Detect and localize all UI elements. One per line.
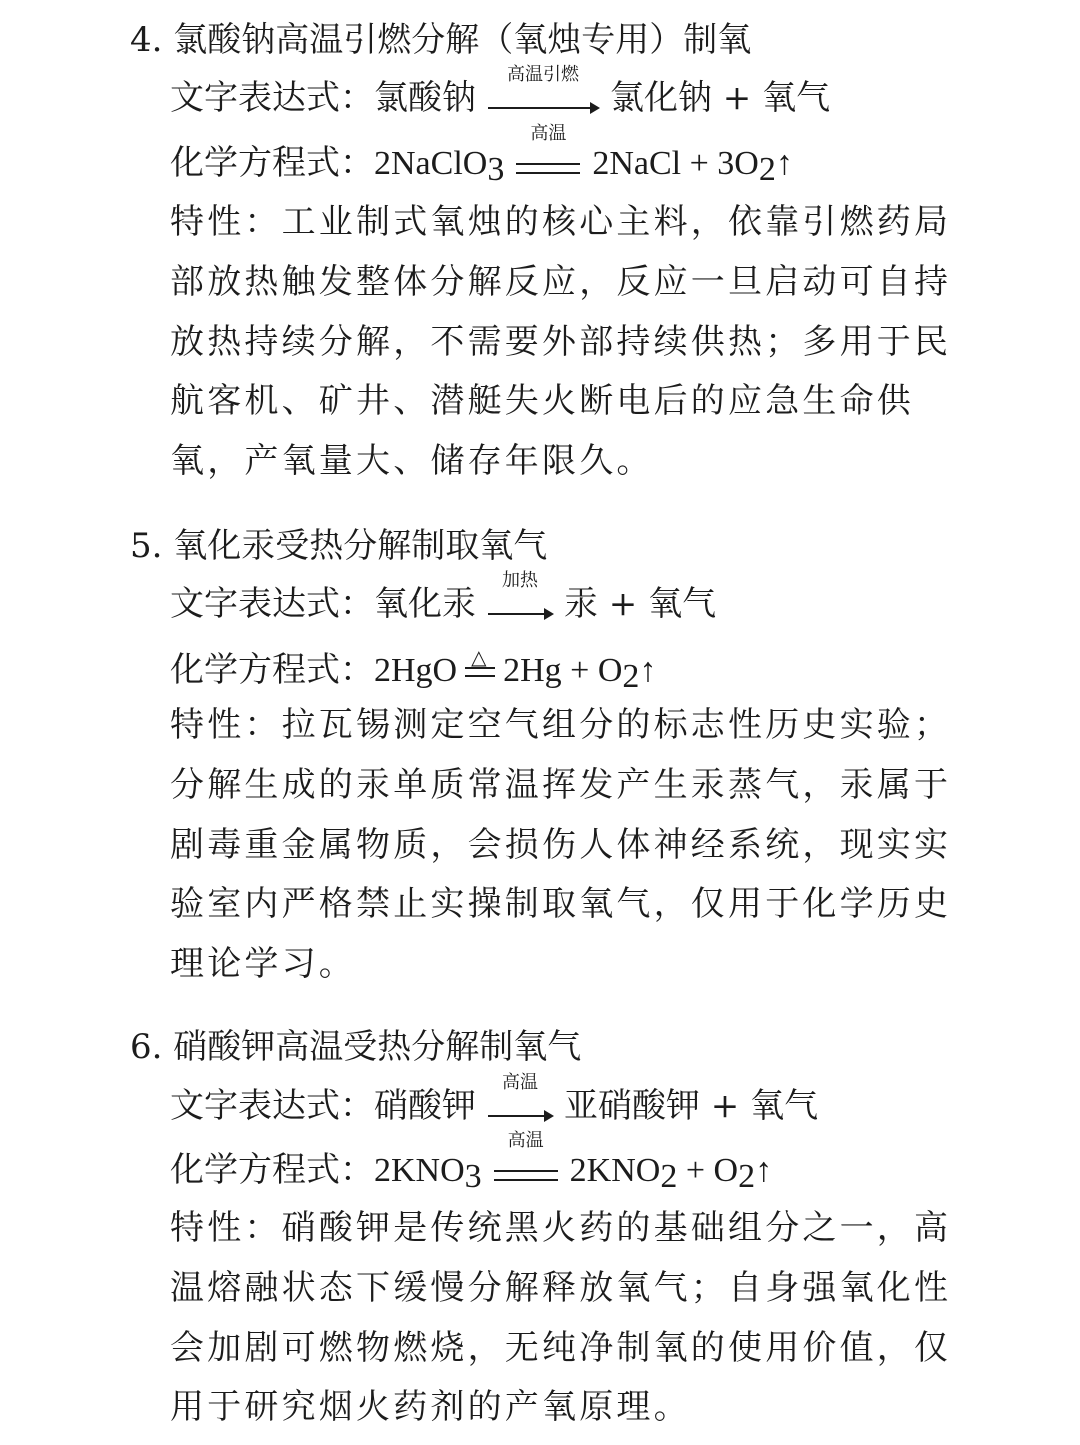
chem-equation-label: 化学方程式： xyxy=(170,143,374,183)
word-products: 亚硝酸钾 + 氧气 xyxy=(564,1086,819,1126)
heat-equals-sign xyxy=(465,647,495,681)
chem-reactant: 2KNO xyxy=(374,1152,465,1189)
chem-equation-label: 化学方程式： xyxy=(170,1150,374,1190)
word-equation-label: 文字表达式： xyxy=(170,1086,374,1126)
property-line: 部放热触发整体分解反应，反应一旦启动可自持 xyxy=(170,262,952,302)
property-line: 会加剧可燃物燃烧，无纯净制氧的使用价值，仅 xyxy=(170,1328,952,1368)
property-line: 特性：硝酸钾是传统黑火药的基础组分之一，高 xyxy=(170,1208,952,1248)
chemical-equation xyxy=(170,645,657,695)
section-heading: 4. 氯酸钠高温引燃分解（氧烛专用）制氧 xyxy=(130,20,752,60)
chem-subscript: 3 xyxy=(487,151,505,188)
chem-subscript: 2 xyxy=(758,151,776,188)
reaction-arrow xyxy=(488,64,598,109)
chem-subscript: 2 xyxy=(738,1158,756,1195)
equals-icon xyxy=(516,163,580,174)
section-heading: 5. 氧化汞受热分解制取氧气 xyxy=(130,526,548,566)
chem-products: 2Hg + O xyxy=(503,652,623,689)
reaction-arrow xyxy=(488,1072,552,1117)
equals-icon xyxy=(465,667,495,677)
gas-arrow-icon: ↑ xyxy=(775,145,793,182)
word-reactant: 硝酸钾 xyxy=(374,1086,476,1126)
gas-arrow-icon: ↑ xyxy=(755,1152,773,1189)
reaction-condition: 高温引燃 xyxy=(507,64,579,85)
property-line: 验室内严格禁止实操制取氧气，仅用于化学历史 xyxy=(170,884,952,924)
reaction-arrow xyxy=(488,570,552,615)
word-equation xyxy=(170,570,717,624)
chem-subscript: 2 xyxy=(660,1158,678,1195)
reaction-condition: 高温 xyxy=(507,1130,544,1151)
arrow-icon xyxy=(488,107,598,109)
equals-sign xyxy=(516,123,580,174)
word-equation-label: 文字表达式： xyxy=(170,78,374,118)
chem-products: 2NaCl + 3O xyxy=(592,145,759,182)
property-line: 剧毒重金属物质，会损伤人体神经系统，现实实 xyxy=(170,825,952,865)
chem-reactant: 2NaClO xyxy=(374,145,488,182)
chem-reactant: 2HgO xyxy=(374,652,458,689)
arrow-icon xyxy=(488,613,552,615)
arrow-icon xyxy=(488,1115,552,1117)
property-line: 特性：工业制式氧烛的核心主料，依靠引燃药局 xyxy=(170,202,952,242)
word-reactant: 氯酸钠 xyxy=(374,78,476,118)
equals-icon xyxy=(494,1170,558,1181)
property-line: 放热持续分解，不需要外部持续供热；多用于民 xyxy=(170,322,952,362)
word-products: 汞 + 氧气 xyxy=(564,584,717,624)
property-line: 用于研究烟火药剂的产氧原理。 xyxy=(170,1387,691,1427)
word-reactant: 氧化汞 xyxy=(374,584,476,624)
chem-product-1: 2KNO xyxy=(569,1152,661,1189)
chemical-equation xyxy=(170,1130,773,1195)
word-equation xyxy=(170,64,831,118)
property-line: 特性：拉瓦锡测定空气组分的标志性历史实验； xyxy=(170,705,952,745)
gas-arrow-icon: ↑ xyxy=(639,652,657,689)
chem-subscript: 3 xyxy=(464,1158,482,1195)
chem-subscript: 2 xyxy=(622,658,640,695)
section-heading: 6. 硝酸钾高温受热分解制氧气 xyxy=(130,1027,582,1067)
chemical-equation xyxy=(170,123,793,188)
reaction-condition: 高温 xyxy=(502,1072,538,1093)
reaction-condition: 加热 xyxy=(502,570,538,591)
chem-product-2: + O xyxy=(677,1152,739,1189)
word-equation-label: 文字表达式： xyxy=(170,584,374,624)
reaction-condition: 高温 xyxy=(530,123,567,144)
property-line: 氧，产氧量大、储存年限久。 xyxy=(170,441,654,481)
property-line: 理论学习。 xyxy=(170,944,356,984)
property-line: 航客机、矿井、潜艇失火断电后的应急生命供 xyxy=(170,381,914,421)
property-line: 分解生成的汞单质常温挥发产生汞蒸气，汞属于 xyxy=(170,765,952,805)
chem-equation-label: 化学方程式： xyxy=(170,650,374,690)
word-equation xyxy=(170,1072,819,1126)
word-products: 氯化钠 + 氧气 xyxy=(610,78,831,118)
equals-sign xyxy=(494,1130,558,1181)
property-line: 温熔融状态下缓慢分解释放氧气；自身强氧化性 xyxy=(170,1268,952,1308)
delta-icon: △ xyxy=(471,645,487,669)
